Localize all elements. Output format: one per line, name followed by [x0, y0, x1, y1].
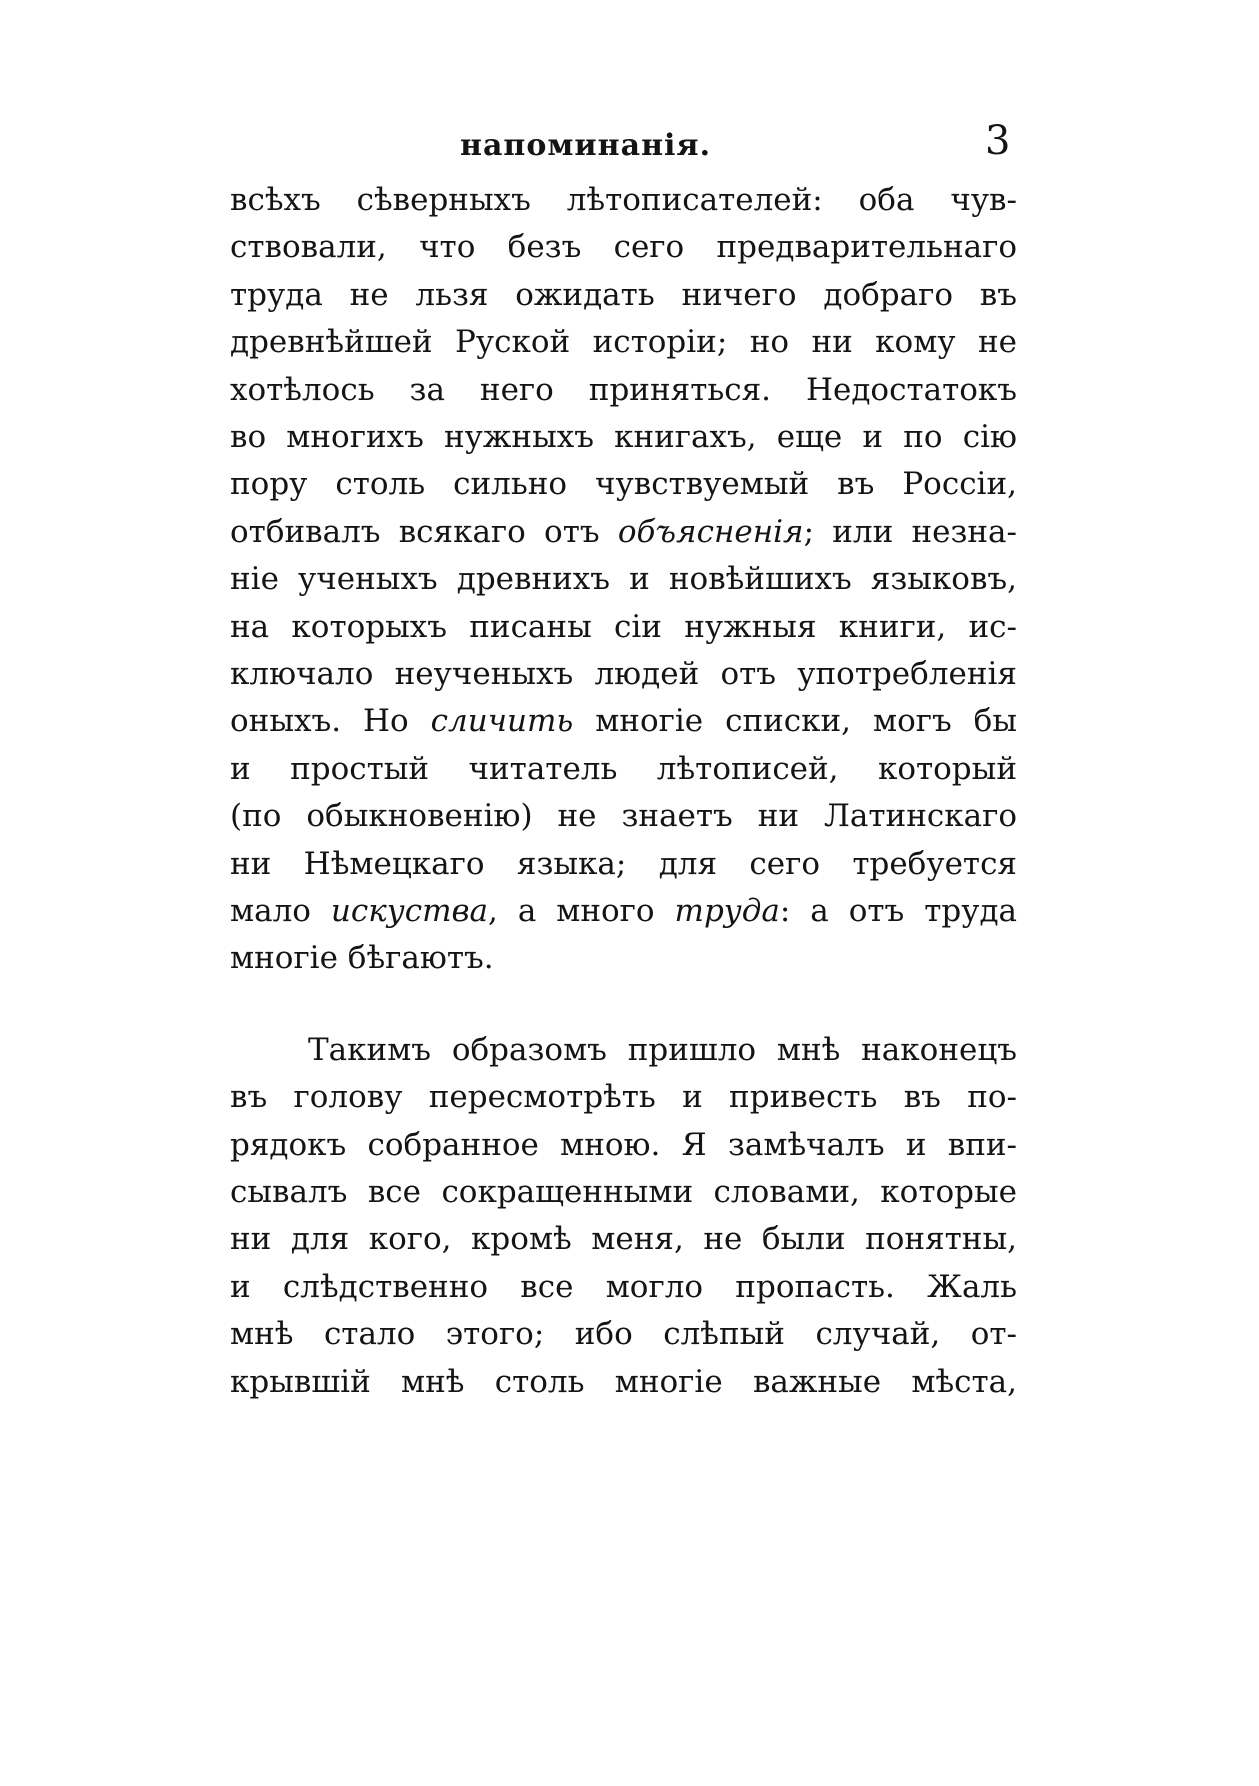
text-run: и слѣдственно все могло пропасть. Жаль — [230, 1269, 1017, 1305]
text-run: ключало неученыхъ людей отъ употребленія — [230, 656, 1017, 692]
text-line — [230, 1314, 1017, 1354]
text-line — [230, 607, 1017, 647]
text-run: сывалъ все сокращенными словами, которые — [230, 1174, 1017, 1210]
text-line — [230, 417, 1017, 457]
text-line — [230, 749, 1017, 789]
text-run: пору столь сильно чувствуемый въ Россіи, — [230, 466, 1017, 502]
text-run: отбивалъ всякаго отъ — [230, 514, 618, 550]
text-run: , а много — [488, 893, 675, 929]
text-line — [230, 701, 1017, 741]
text-run: ствовали, что безъ сего предварительнаго — [230, 229, 1017, 265]
italic-word: искуства — [330, 893, 489, 929]
italic-word: труда — [674, 893, 780, 929]
text-run: въ голову пересмотрѣть и привесть въ по- — [230, 1079, 1017, 1115]
text-run: многіе списки, могъ бы — [573, 703, 1017, 739]
text-line — [230, 654, 1017, 694]
text-run: во многихъ нужныхъ книгахъ, еще и по сію — [230, 419, 1017, 455]
text-line — [230, 891, 1017, 931]
text-line — [230, 1030, 1017, 1070]
text-line — [230, 1077, 1017, 1117]
italic-word: сличить — [430, 703, 574, 739]
page-number: 3 — [985, 118, 1011, 164]
text-run: на которыхъ писаны сіи нужныя книги, ис- — [230, 609, 1017, 645]
text-run: оныхъ. Но — [230, 703, 431, 739]
text-run: всѣхъ сѣверныхъ лѣтописателей: оба чув- — [230, 182, 1017, 218]
text-line — [230, 559, 1017, 599]
text-line — [230, 227, 1017, 267]
text-run: ни Нѣмецкаго языка; для сего требуется — [230, 846, 1017, 882]
text-line — [230, 1219, 1017, 1259]
running-head: напоминанія. — [460, 128, 712, 163]
text-run: ни для кого, кромѣ меня, не были понятны, — [230, 1221, 1017, 1257]
text-run: многіе бѣгаютъ. — [230, 940, 494, 976]
text-line — [230, 370, 1017, 410]
text-run: древнѣйшей Руской исторіи; но ни кому не — [230, 324, 1017, 360]
text-line — [230, 1125, 1017, 1165]
text-line — [230, 1267, 1017, 1307]
text-run: (по обыкновенію) не знаетъ ни Латинскаго — [230, 798, 1017, 834]
text-run: крывшій мнѣ столь многіе важные мѣста, — [230, 1364, 1017, 1400]
text-line — [230, 938, 1017, 978]
text-run: хотѣлось за него приняться. Недостатокъ — [230, 372, 1017, 408]
text-line — [230, 796, 1017, 836]
text-line — [230, 1362, 1017, 1402]
text-run: Такимъ образомъ пришло мнѣ наконецъ — [308, 1032, 1017, 1068]
text-run: мало — [230, 893, 331, 929]
text-line — [230, 275, 1017, 315]
text-run: ніе ученыхъ древнихъ и новѣйшихъ языковъ, — [230, 561, 1017, 597]
text-run: ; или незна- — [803, 514, 1017, 550]
text-run: труда не льзя ожидать ничего добраго въ — [230, 277, 1017, 313]
text-line — [230, 512, 1017, 552]
text-line — [230, 322, 1017, 362]
text-line — [230, 180, 1017, 220]
text-line — [230, 1172, 1017, 1212]
text-line — [230, 844, 1017, 884]
text-run: рядокъ собранное мною. Я замѣчалъ и впи- — [230, 1127, 1017, 1163]
italic-word: объясненія — [617, 514, 804, 550]
text-line — [230, 464, 1017, 504]
text-run: : а отъ труда — [779, 893, 1018, 929]
text-run: мнѣ стало этого; ибо слѣпый случай, от- — [230, 1316, 1017, 1352]
text-run: и простый читатель лѣтописей, который — [230, 751, 1017, 787]
